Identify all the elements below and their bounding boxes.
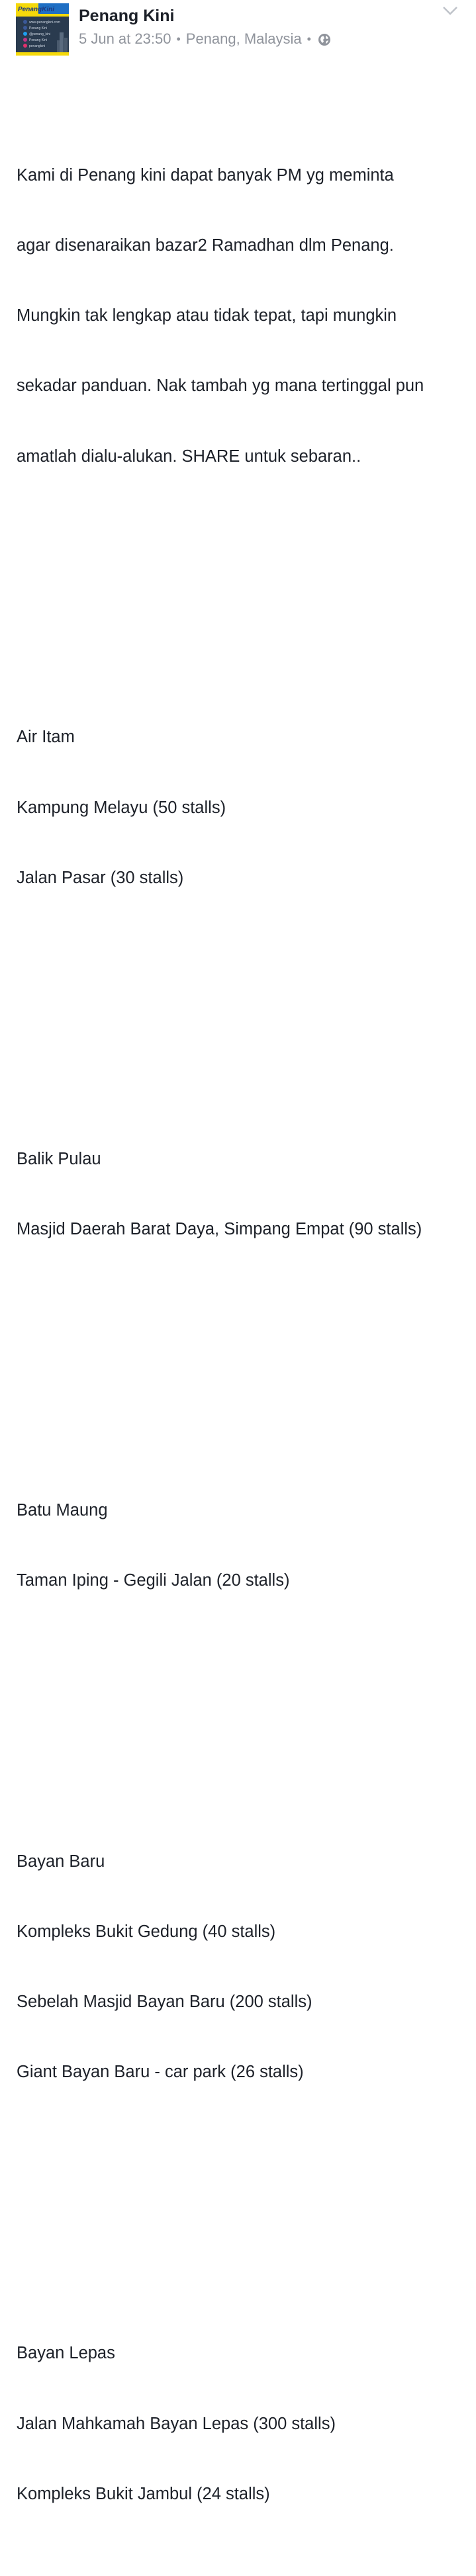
bazaar-item: Masjid Daerah Barat Daya, Simpang Empat (90 stalls) [17,1219,422,1238]
section-balik-pulau [17,1101,467,1288]
bazaar-item: Kampung Melayu (50 stalls) [17,798,226,817]
page-name[interactable]: Penang Kini [79,7,175,25]
area-heading: Batu Maung [17,1500,108,1520]
chevron-down-icon[interactable] [442,4,459,17]
section-bayan-lepas [17,2296,467,2553]
penang-kini-logo [16,3,69,56]
post-timestamp[interactable]: 5 Jun at 23:50 [79,30,171,47]
area-heading: Bayan Lepas [17,2344,115,2363]
avatar[interactable] [16,3,69,56]
bazaar-item: Jalan Mahkamah Bayan Lepas (300 stalls) [17,2414,336,2433]
post-intro [17,117,467,515]
logo-line: Penang Kini [29,26,47,30]
meta-separator: • [307,32,311,46]
bazaar-item: Jalan Pasar (30 stalls) [17,868,184,887]
logo-line: www.penangkini.com [29,21,60,24]
post-location[interactable]: Penang, Malaysia [185,30,302,47]
post-meta [79,30,331,48]
section-air-itam [17,679,467,937]
post-header [0,0,476,60]
logo-text: PenangKini [18,6,55,13]
section-batu-maung [17,1452,467,1639]
post-body [17,70,467,2576]
logo-line: penangkini [29,44,46,48]
area-heading: Bayan Baru [17,1852,105,1871]
logo-line: Penang Kini [29,38,47,42]
intro-line: agar disenaraikan bazar2 Ramadhan dlm Penang. [17,236,394,255]
intro-line: Mungkin tak lengkap atau tidak tepat, tapi mungkin [17,306,397,325]
globe-icon [318,33,331,46]
area-heading: Balik Pulau [17,1149,101,1168]
intro-line: amatlah dialu-alukan. SHARE untuk sebaran.. [17,447,361,466]
area-heading: Air Itam [17,728,75,747]
bazaar-item: Kompleks Bukit Jambul (24 stalls) [17,2484,270,2503]
intro-line: sekadar panduan. Nak tambah yg mana tertinggal pun [17,376,424,396]
bazaar-item: Taman Iping - Gegili Jalan (20 stalls) [17,1570,290,1590]
meta-separator: • [176,32,181,46]
intro-line: Kami di Penang kini dapat banyak PM yg meminta [17,165,394,185]
bazaar-item: Kompleks Bukit Gedung (40 stalls) [17,1922,276,1942]
bazaar-item: Sebelah Masjid Bayan Baru (200 stalls) [17,1993,312,2012]
logo-line: @penang_kini [29,32,51,36]
section-bayan-baru [17,1803,467,2131]
bazaar-item: Giant Bayan Baru - car park (26 stalls) [17,2063,304,2082]
